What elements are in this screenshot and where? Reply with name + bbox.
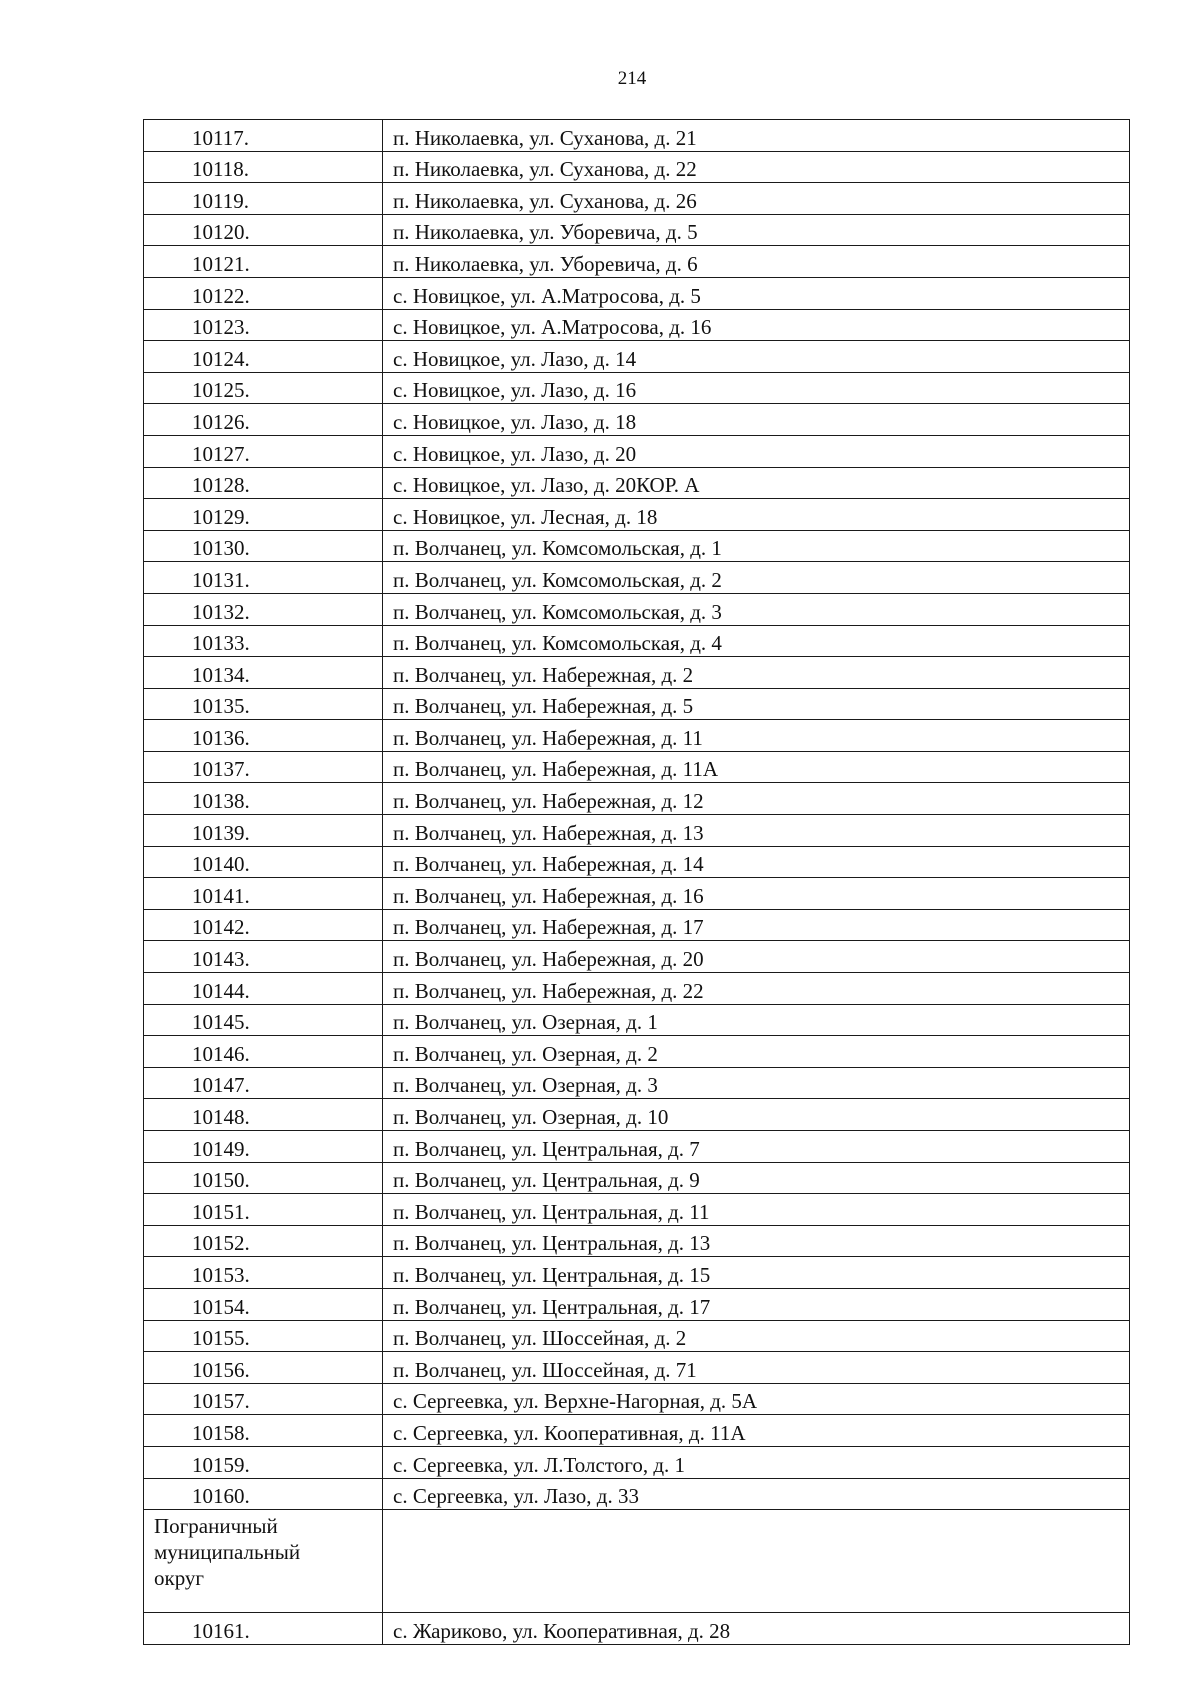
address-table bbox=[143, 119, 1130, 1645]
table-row bbox=[144, 625, 1130, 657]
row-number: 10127. bbox=[144, 435, 383, 467]
row-number: 10147. bbox=[144, 1067, 383, 1099]
section-header-cell bbox=[144, 1510, 383, 1613]
table-row bbox=[144, 499, 1130, 531]
row-number: 10142. bbox=[144, 909, 383, 941]
table-row bbox=[144, 973, 1130, 1005]
row-number: 10150. bbox=[144, 1162, 383, 1194]
row-number: 10145. bbox=[144, 1004, 383, 1036]
table-row bbox=[144, 1194, 1130, 1226]
row-address: п. Волчанец, ул. Комсомольская, д. 3 bbox=[383, 593, 1130, 625]
table-row bbox=[144, 1004, 1130, 1036]
row-number: 10136. bbox=[144, 720, 383, 752]
row-number: 10156. bbox=[144, 1352, 383, 1384]
row-address: п. Волчанец, ул. Набережная, д. 5 bbox=[383, 688, 1130, 720]
row-address: п. Волчанец, ул. Центральная, д. 15 bbox=[383, 1257, 1130, 1289]
row-address: п. Волчанец, ул. Озерная, д. 2 bbox=[383, 1036, 1130, 1068]
row-number: 10119. bbox=[144, 183, 383, 215]
row-number: 10130. bbox=[144, 530, 383, 562]
table-row bbox=[144, 404, 1130, 436]
table-row bbox=[144, 909, 1130, 941]
table-row bbox=[144, 309, 1130, 341]
section-header-line: муниципальный bbox=[154, 1540, 301, 1565]
row-number: 10144. bbox=[144, 973, 383, 1005]
row-number: 10122. bbox=[144, 277, 383, 309]
row-number: 10143. bbox=[144, 941, 383, 973]
row-number: 10132. bbox=[144, 593, 383, 625]
table-row bbox=[144, 783, 1130, 815]
row-address: с. Новицкое, ул. Лазо, д. 14 bbox=[383, 341, 1130, 373]
row-address: п. Волчанец, ул. Набережная, д. 22 bbox=[383, 973, 1130, 1005]
row-number: 10153. bbox=[144, 1257, 383, 1289]
row-address: п. Волчанец, ул. Центральная, д. 17 bbox=[383, 1288, 1130, 1320]
row-number: 10125. bbox=[144, 372, 383, 404]
row-number: 10149. bbox=[144, 1131, 383, 1163]
row-number: 10137. bbox=[144, 751, 383, 783]
table-row bbox=[144, 151, 1130, 183]
table-row bbox=[144, 846, 1130, 878]
row-address: с. Сергеевка, ул. Верхне-Нагорная, д. 5А bbox=[383, 1383, 1130, 1415]
row-number: 10152. bbox=[144, 1225, 383, 1257]
row-number: 10158. bbox=[144, 1415, 383, 1447]
row-address: п. Волчанец, ул. Центральная, д. 11 bbox=[383, 1194, 1130, 1226]
table-row bbox=[144, 878, 1130, 910]
row-address: с. Сергеевка, ул. Кооперативная, д. 11А bbox=[383, 1415, 1130, 1447]
row-address: с. Жариково, ул. Кооперативная, д. 28 bbox=[383, 1613, 1130, 1645]
row-address: п. Волчанец, ул. Комсомольская, д. 2 bbox=[383, 562, 1130, 594]
row-number: 10131. bbox=[144, 562, 383, 594]
row-address: с. Новицкое, ул. Лесная, д. 18 bbox=[383, 499, 1130, 531]
row-address: с. Новицкое, ул. Лазо, д. 18 bbox=[383, 404, 1130, 436]
table-row bbox=[144, 593, 1130, 625]
row-number: 10146. bbox=[144, 1036, 383, 1068]
page-number: 214 bbox=[617, 68, 647, 89]
row-number: 10138. bbox=[144, 783, 383, 815]
row-number: 10151. bbox=[144, 1194, 383, 1226]
table-row bbox=[144, 1613, 1130, 1645]
table-row bbox=[144, 530, 1130, 562]
section-block bbox=[144, 1510, 1130, 1613]
row-address: с. Новицкое, ул. Лазо, д. 20КОР. А bbox=[383, 467, 1130, 499]
table-row bbox=[144, 720, 1130, 752]
row-address: п. Николаевка, ул. Суханова, д. 26 bbox=[383, 183, 1130, 215]
row-address: п. Волчанец, ул. Комсомольская, д. 4 bbox=[383, 625, 1130, 657]
table-row bbox=[144, 183, 1130, 215]
row-address: п. Волчанец, ул. Шоссейная, д. 2 bbox=[383, 1320, 1130, 1352]
row-number: 10159. bbox=[144, 1446, 383, 1478]
row-number: 10133. bbox=[144, 625, 383, 657]
table-row bbox=[144, 341, 1130, 373]
row-number: 10160. bbox=[144, 1478, 383, 1510]
row-address: п. Волчанец, ул. Набережная, д. 11А bbox=[383, 751, 1130, 783]
row-number: 10157. bbox=[144, 1383, 383, 1415]
table-row bbox=[144, 246, 1130, 278]
row-number: 10155. bbox=[144, 1320, 383, 1352]
row-address: п. Николаевка, ул. Уборевича, д. 6 bbox=[383, 246, 1130, 278]
table-row bbox=[144, 1383, 1130, 1415]
row-address: с. Новицкое, ул. А.Матросова, д. 5 bbox=[383, 277, 1130, 309]
table-row bbox=[144, 751, 1130, 783]
row-number: 10121. bbox=[144, 246, 383, 278]
table-row bbox=[144, 941, 1130, 973]
table-row bbox=[144, 1099, 1130, 1131]
table-row bbox=[144, 562, 1130, 594]
table-row bbox=[144, 1036, 1130, 1068]
row-number: 10126. bbox=[144, 404, 383, 436]
table-row bbox=[144, 1352, 1130, 1384]
section-header-row bbox=[144, 1510, 1130, 1613]
table-row bbox=[144, 1131, 1130, 1163]
row-address: п. Волчанец, ул. Центральная, д. 7 bbox=[383, 1131, 1130, 1163]
table-row bbox=[144, 1415, 1130, 1447]
row-number: 10154. bbox=[144, 1288, 383, 1320]
row-address: с. Новицкое, ул. Лазо, д. 16 bbox=[383, 372, 1130, 404]
row-number: 10123. bbox=[144, 309, 383, 341]
row-number: 10129. bbox=[144, 499, 383, 531]
row-address: п. Волчанец, ул. Набережная, д. 12 bbox=[383, 783, 1130, 815]
row-address: п. Волчанец, ул. Набережная, д. 14 bbox=[383, 846, 1130, 878]
row-address: п. Волчанец, ул. Комсомольская, д. 1 bbox=[383, 530, 1130, 562]
row-address: с. Новицкое, ул. А.Матросова, д. 16 bbox=[383, 309, 1130, 341]
row-address: с. Сергеевка, ул. Л.Толстого, д. 1 bbox=[383, 1446, 1130, 1478]
table-row bbox=[144, 1067, 1130, 1099]
address-rows bbox=[144, 120, 1130, 1510]
table-row bbox=[144, 1446, 1130, 1478]
row-number: 10120. bbox=[144, 214, 383, 246]
table-row bbox=[144, 372, 1130, 404]
table-row bbox=[144, 1225, 1130, 1257]
row-address: п. Волчанец, ул. Набережная, д. 11 bbox=[383, 720, 1130, 752]
section-header-line: Пограничный bbox=[154, 1514, 278, 1539]
row-address: п. Николаевка, ул. Суханова, д. 22 bbox=[383, 151, 1130, 183]
table-row bbox=[144, 1162, 1130, 1194]
row-number: 10117. bbox=[144, 120, 383, 152]
table-row bbox=[144, 1478, 1130, 1510]
row-number: 10135. bbox=[144, 688, 383, 720]
row-number: 10148. bbox=[144, 1099, 383, 1131]
row-address: п. Волчанец, ул. Набережная, д. 20 bbox=[383, 941, 1130, 973]
address-rows-after bbox=[144, 1613, 1130, 1645]
row-number: 10128. bbox=[144, 467, 383, 499]
table-row bbox=[144, 1320, 1130, 1352]
row-address: п. Волчанец, ул. Озерная, д. 3 bbox=[383, 1067, 1130, 1099]
table-row bbox=[144, 1257, 1130, 1289]
table-row bbox=[144, 214, 1130, 246]
row-number: 10124. bbox=[144, 341, 383, 373]
table-row bbox=[144, 688, 1130, 720]
row-address: п. Волчанец, ул. Набережная, д. 17 bbox=[383, 909, 1130, 941]
table-row bbox=[144, 435, 1130, 467]
row-address: п. Волчанец, ул. Центральная, д. 13 bbox=[383, 1225, 1130, 1257]
table-row bbox=[144, 1288, 1130, 1320]
row-address: п. Волчанец, ул. Озерная, д. 10 bbox=[383, 1099, 1130, 1131]
row-number: 10134. bbox=[144, 657, 383, 689]
table-row bbox=[144, 277, 1130, 309]
table-row bbox=[144, 815, 1130, 847]
row-number: 10118. bbox=[144, 151, 383, 183]
section-empty-cell bbox=[383, 1510, 1130, 1613]
row-address: с. Новицкое, ул. Лазо, д. 20 bbox=[383, 435, 1130, 467]
table-row bbox=[144, 467, 1130, 499]
row-address: п. Волчанец, ул. Набережная, д. 2 bbox=[383, 657, 1130, 689]
row-address: п. Волчанец, ул. Озерная, д. 1 bbox=[383, 1004, 1130, 1036]
row-address: п. Николаевка, ул. Суханова, д. 21 bbox=[383, 120, 1130, 152]
row-address: п. Волчанец, ул. Набережная, д. 13 bbox=[383, 815, 1130, 847]
row-number: 10141. bbox=[144, 878, 383, 910]
row-number: 10140. bbox=[144, 846, 383, 878]
row-address: п. Волчанец, ул. Шоссейная, д. 71 bbox=[383, 1352, 1130, 1384]
row-address: п. Волчанец, ул. Центральная, д. 9 bbox=[383, 1162, 1130, 1194]
row-number: 10161. bbox=[144, 1613, 383, 1645]
table-row bbox=[144, 657, 1130, 689]
row-address: с. Сергеевка, ул. Лазо, д. 33 bbox=[383, 1478, 1130, 1510]
row-number: 10139. bbox=[144, 815, 383, 847]
table-row bbox=[144, 120, 1130, 152]
row-address: п. Николаевка, ул. Уборевича, д. 5 bbox=[383, 214, 1130, 246]
row-address: п. Волчанец, ул. Набережная, д. 16 bbox=[383, 878, 1130, 910]
section-header-line: округ bbox=[154, 1566, 205, 1591]
